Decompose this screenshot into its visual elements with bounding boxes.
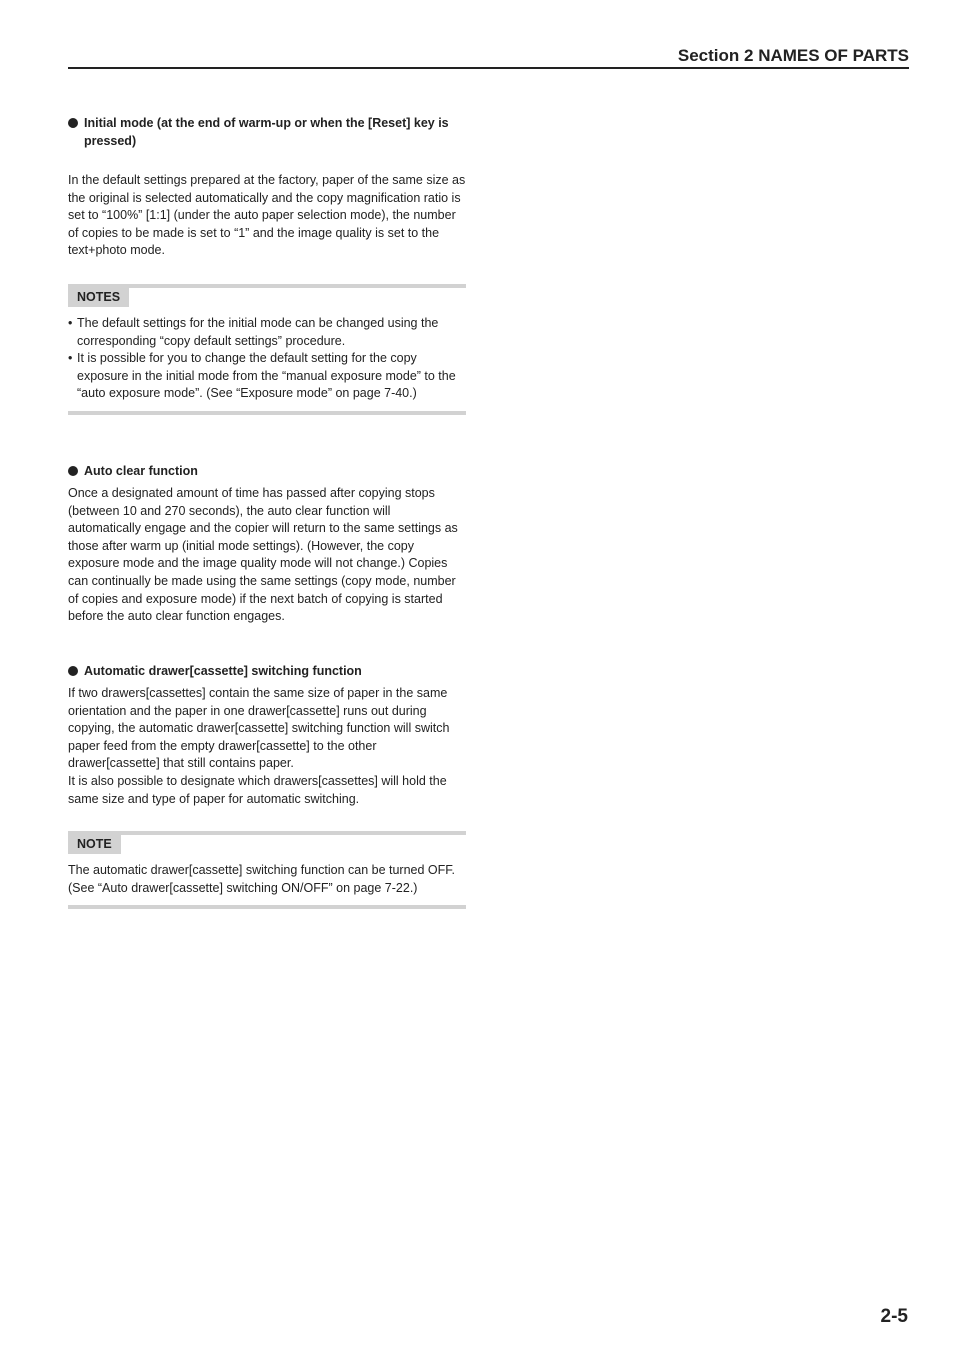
note-item-text: It is possible for you to change the default setting for the copy exposure in the initial mode from the “manual exposure mode” to the “auto exposure mode”. (See “Exposure mode” on page 7-40.) <box>77 351 456 401</box>
note-text: The automatic drawer[cassette] switching function can be turned OFF. (See “Auto drawer[cassette] switching ON/OFF” on page 7-22.) <box>68 863 455 895</box>
initial-mode-heading-text: Initial mode (at the end of warm-up or when the [Reset] key is pressed) <box>84 116 449 148</box>
notes-box <box>68 284 466 415</box>
page-number: 2-5 <box>880 1306 908 1327</box>
initial-mode-paragraph: In the default settings prepared at the factory, paper of the same size as the original is selected automatically and the copy magnification ratio is set to “100%” [1:1] (under the auto paper selection mode), the number of copies to be made is set to “1” and the image quality is set to the text+photo mode. <box>68 173 466 258</box>
note-bullet: • <box>68 316 73 330</box>
drawer-switching-heading-text: Automatic drawer[cassette] switching function <box>84 664 362 678</box>
note-label: NOTE <box>68 835 121 854</box>
initial-mode-section <box>68 114 466 260</box>
auto-clear-paragraph: Once a designated amount of time has passed after copying stops (between 10 and 270 seconds), the auto clear function will automatically engage and the copier will return to the same settings as those after warm up (initial mode settings). (However, the copy exposure mode and the image quality mode will not change.) Copies can continually be made using the same settings (copy mode, number of copies and exposure mode) if the next batch of copying is started before the auto clear function engages. <box>68 486 458 624</box>
note-body <box>68 854 466 905</box>
initial-mode-heading <box>68 114 466 150</box>
notes-label: NOTES <box>68 288 129 307</box>
bullet-icon <box>68 466 78 476</box>
auto-clear-section <box>68 462 466 626</box>
section-title: Section 2 NAMES OF PARTS <box>677 46 909 65</box>
drawer-switching-paragraph-2: It is also possible to designate which drawers[cassettes] will hold the same size and type of paper for automatic switching. <box>68 773 447 806</box>
bullet-icon <box>68 666 78 676</box>
auto-clear-heading-text: Auto clear function <box>84 464 198 478</box>
note-box <box>68 831 466 909</box>
bullet-icon <box>68 118 78 128</box>
drawer-switching-heading <box>68 662 466 680</box>
drawer-switching-section <box>68 662 466 808</box>
auto-clear-heading <box>68 462 466 480</box>
note-item <box>68 350 466 403</box>
note-bullet: • <box>68 351 73 366</box>
note-item-text: The default settings for the initial mode can be changed using the corresponding “copy default settings” procedure. <box>77 316 439 348</box>
page-header <box>68 44 909 69</box>
notes-list <box>68 307 466 411</box>
drawer-switching-paragraph-1: If two drawers[cassettes] contain the same size of paper in the same orientation and the paper in one drawer[cassette] runs out during copying, the automatic drawer[cassette] switching function will switch paper feed from the empty drawer[cassette] to the other drawer[cassette] that still contains paper. <box>68 686 450 771</box>
note-item <box>68 315 466 350</box>
